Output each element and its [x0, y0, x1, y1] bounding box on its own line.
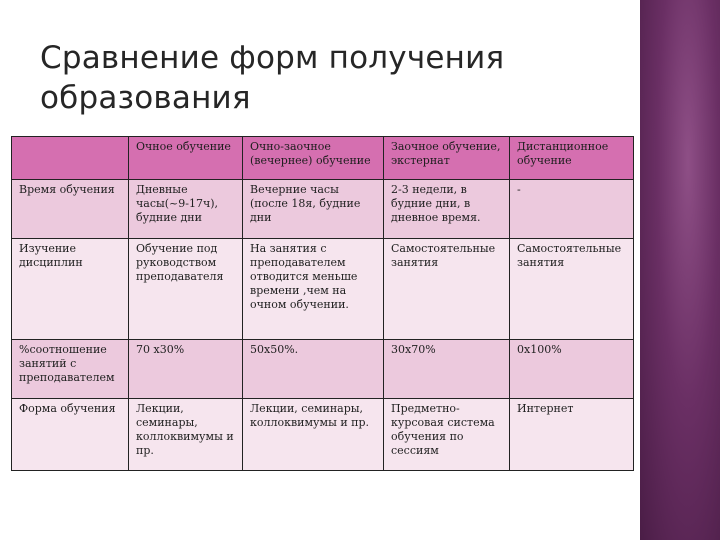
table-cell: 50х50%. [243, 340, 384, 399]
table-row [12, 239, 634, 340]
table-cell: 70 х30% [129, 340, 243, 399]
row-label: Изучение дисциплин [12, 239, 129, 340]
slide-title: Сравнение форм получения образования [40, 40, 505, 116]
table-cell: Интернет [510, 399, 634, 471]
table-cell: Обучение под руководством преподавателя [129, 239, 243, 340]
header-distance: Дистанционное обучение [510, 137, 634, 180]
table-cell: Лекции, семинары, коллоквимумы и пр. [129, 399, 243, 471]
table-cell: - [510, 180, 634, 239]
table-cell: 0х100% [510, 340, 634, 399]
table-row [12, 340, 634, 399]
table-row [12, 399, 634, 471]
decorative-side-strip [640, 0, 720, 540]
table-cell: Самостоятельные занятия [384, 239, 510, 340]
table-cell: 30х70% [384, 340, 510, 399]
header-cell-empty [12, 137, 129, 180]
table-header-row [12, 137, 634, 180]
header-full-time: Очное обучение [129, 137, 243, 180]
table-cell: Самостоятельные занятия [510, 239, 634, 340]
comparison-table [11, 136, 634, 471]
row-label: Форма обучения [12, 399, 129, 471]
table-cell: Лекции, семинары, коллоквимумы и пр. [243, 399, 384, 471]
row-label: Время обучения [12, 180, 129, 239]
header-correspondence: Заочное обучение, экстернат [384, 137, 510, 180]
table-cell: Предметно-курсовая система обучения по сессиям [384, 399, 510, 471]
table-cell: Вечерние часы (после 18я, будние дни [243, 180, 384, 239]
table-row [12, 180, 634, 239]
table-cell: Дневные часы(~9-17ч), будние дни [129, 180, 243, 239]
header-part-time: Очно-заочное (вечернее) обучение [243, 137, 384, 180]
table-cell: 2-3 недели, в будние дни, в дневное время. [384, 180, 510, 239]
row-label: %соотношение занятий с преподавателем [12, 340, 129, 399]
table-cell: На занятия с преподавателем отводится меньше времени ,чем на очном обучении. [243, 239, 384, 340]
